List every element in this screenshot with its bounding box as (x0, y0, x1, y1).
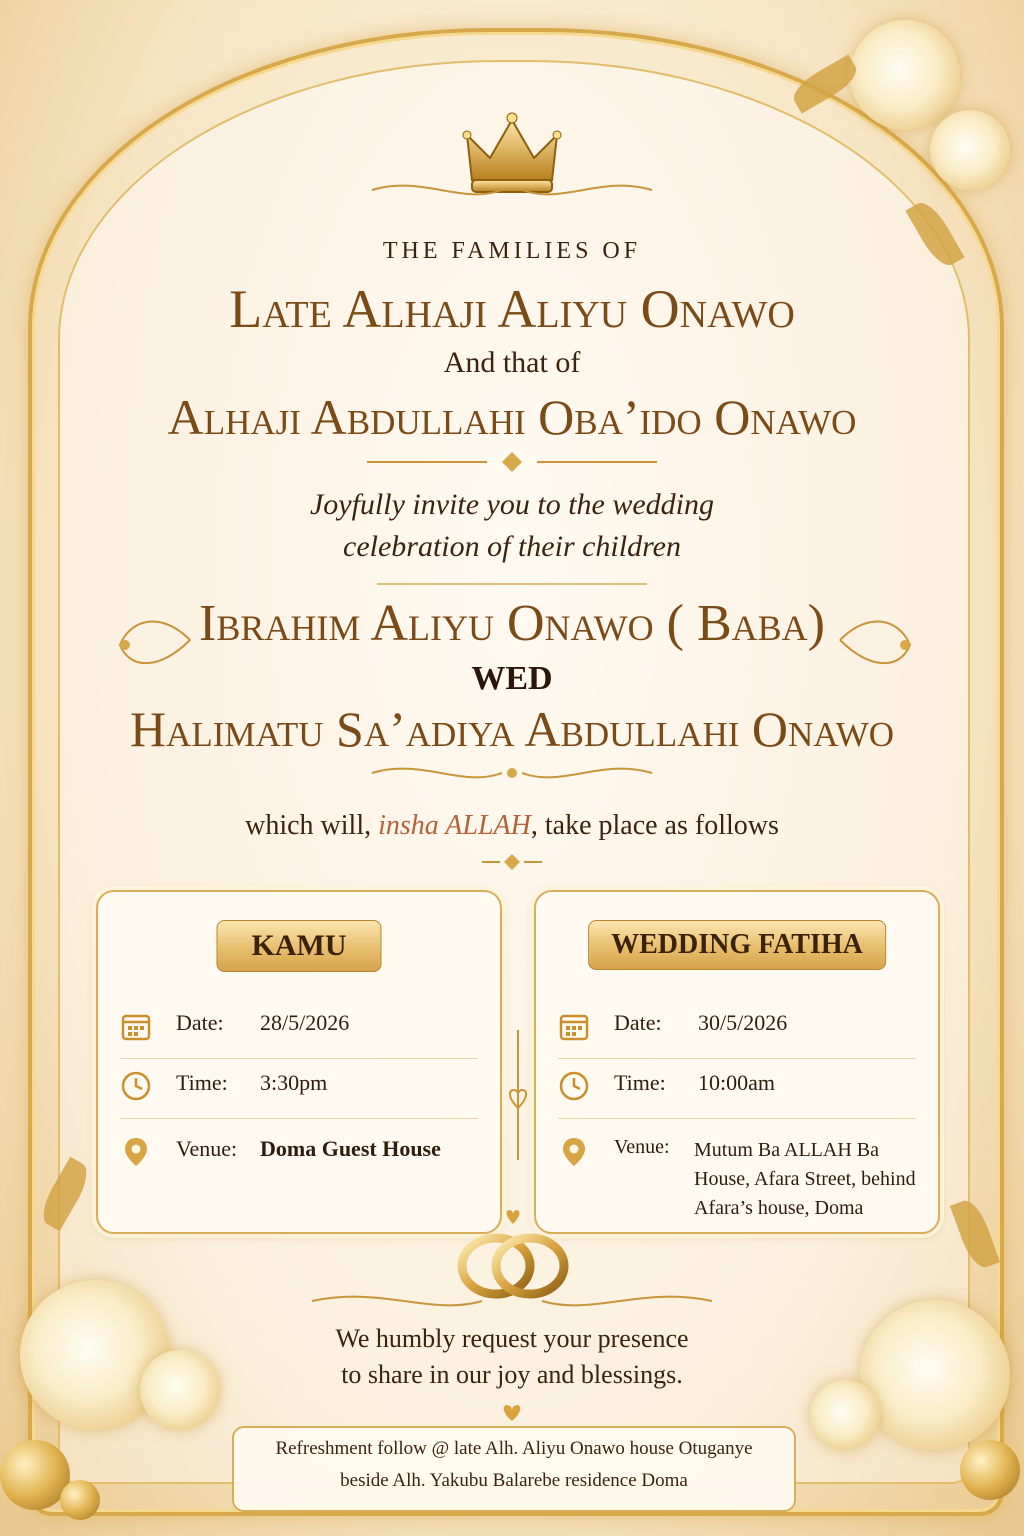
date-value: 30/5/2026 (698, 1010, 788, 1035)
date-row (120, 1010, 478, 1042)
venue-row (120, 1136, 478, 1168)
row-separator (120, 1118, 478, 1119)
schedule-intro-before: which will, (245, 810, 379, 841)
location-pin-icon (558, 1136, 590, 1168)
time-value: 3:30pm (260, 1070, 328, 1095)
venue-row (558, 1136, 916, 1223)
bride-name: Halimatu Sa’adiya Abdullahi Onawo (129, 701, 895, 757)
invitation-line-2: celebration of their children (343, 530, 681, 563)
clock-icon (120, 1070, 152, 1102)
date-value: 28/5/2026 (260, 1010, 350, 1035)
flourish-divider (362, 758, 662, 788)
wed-text: WED (471, 660, 553, 697)
schedule-intro (0, 810, 1024, 842)
rose-decoration (810, 1380, 880, 1450)
event-card-wedding-fatiha (534, 890, 940, 1234)
row-separator (558, 1058, 916, 1059)
closing-line-1: We humbly request your presence (335, 1324, 689, 1353)
right-flourish-ornament (830, 600, 930, 690)
row-separator (120, 1058, 478, 1059)
thin-divider (377, 583, 647, 585)
left-flourish-ornament (100, 600, 200, 690)
flourish-divider (302, 1286, 722, 1316)
event-title-badge: WEDDING FATIHA (588, 920, 886, 970)
date-row (558, 1010, 916, 1042)
flourish-divider (367, 450, 657, 474)
rose-decoration (930, 110, 1010, 190)
row-separator (558, 1118, 916, 1119)
clock-icon (558, 1070, 590, 1102)
family-one-name: Late Alhaji Aliyu Onawo (229, 279, 795, 339)
location-pin-icon (120, 1136, 152, 1168)
venue-value: Doma Guest House (260, 1136, 441, 1161)
closing-line-2: to share in our joy and blessings. (341, 1360, 683, 1389)
refreshment-note-box (232, 1426, 796, 1512)
flourish-divider (362, 175, 662, 205)
gold-orb-decoration (960, 1440, 1020, 1500)
time-row (120, 1070, 478, 1102)
time-label: Time: (614, 1070, 666, 1095)
date-label: Date: (176, 1010, 224, 1035)
venue-label: Venue: (176, 1136, 238, 1161)
connector-text: And that of (443, 346, 581, 379)
refreshment-line-1: Refreshment follow @ late Alh. Aliyu Onawo house Otuganye (275, 1438, 753, 1459)
refreshment-line-2: beside Alh. Yakubu Balarebe residence Doma (340, 1470, 688, 1491)
calendar-icon (558, 1010, 590, 1042)
insha-allah-text: insha ALLAH (378, 810, 531, 841)
family-two-name: Alhaji Abdullahi Oba’ido Onawo (167, 389, 857, 445)
date-label: Date: (614, 1010, 662, 1035)
time-row (558, 1070, 916, 1102)
center-heart-ornament (503, 1030, 533, 1160)
groom-name: Ibrahim Aliyu Onawo ( Baba) (199, 595, 825, 652)
flourish-divider (482, 852, 542, 872)
event-title-badge: KAMU (217, 920, 382, 972)
calendar-icon (120, 1010, 152, 1042)
invitation-line-1: Joyfully invite you to the wedding (309, 488, 715, 521)
heart-icon (500, 1402, 524, 1422)
rose-decoration (850, 20, 960, 130)
time-value: 10:00am (698, 1070, 775, 1095)
families-intro: THE FAMILIES OF (382, 238, 642, 264)
schedule-intro-after: , take place as follows (530, 810, 779, 841)
gold-orb-decoration (60, 1480, 100, 1520)
time-label: Time: (176, 1070, 228, 1095)
event-card-kamu (96, 890, 502, 1234)
venue-label: Venue: (614, 1136, 670, 1158)
venue-value: Mutum Ba ALLAH Ba House, Afara Street, behind Afara’s house, Doma (694, 1139, 916, 1219)
